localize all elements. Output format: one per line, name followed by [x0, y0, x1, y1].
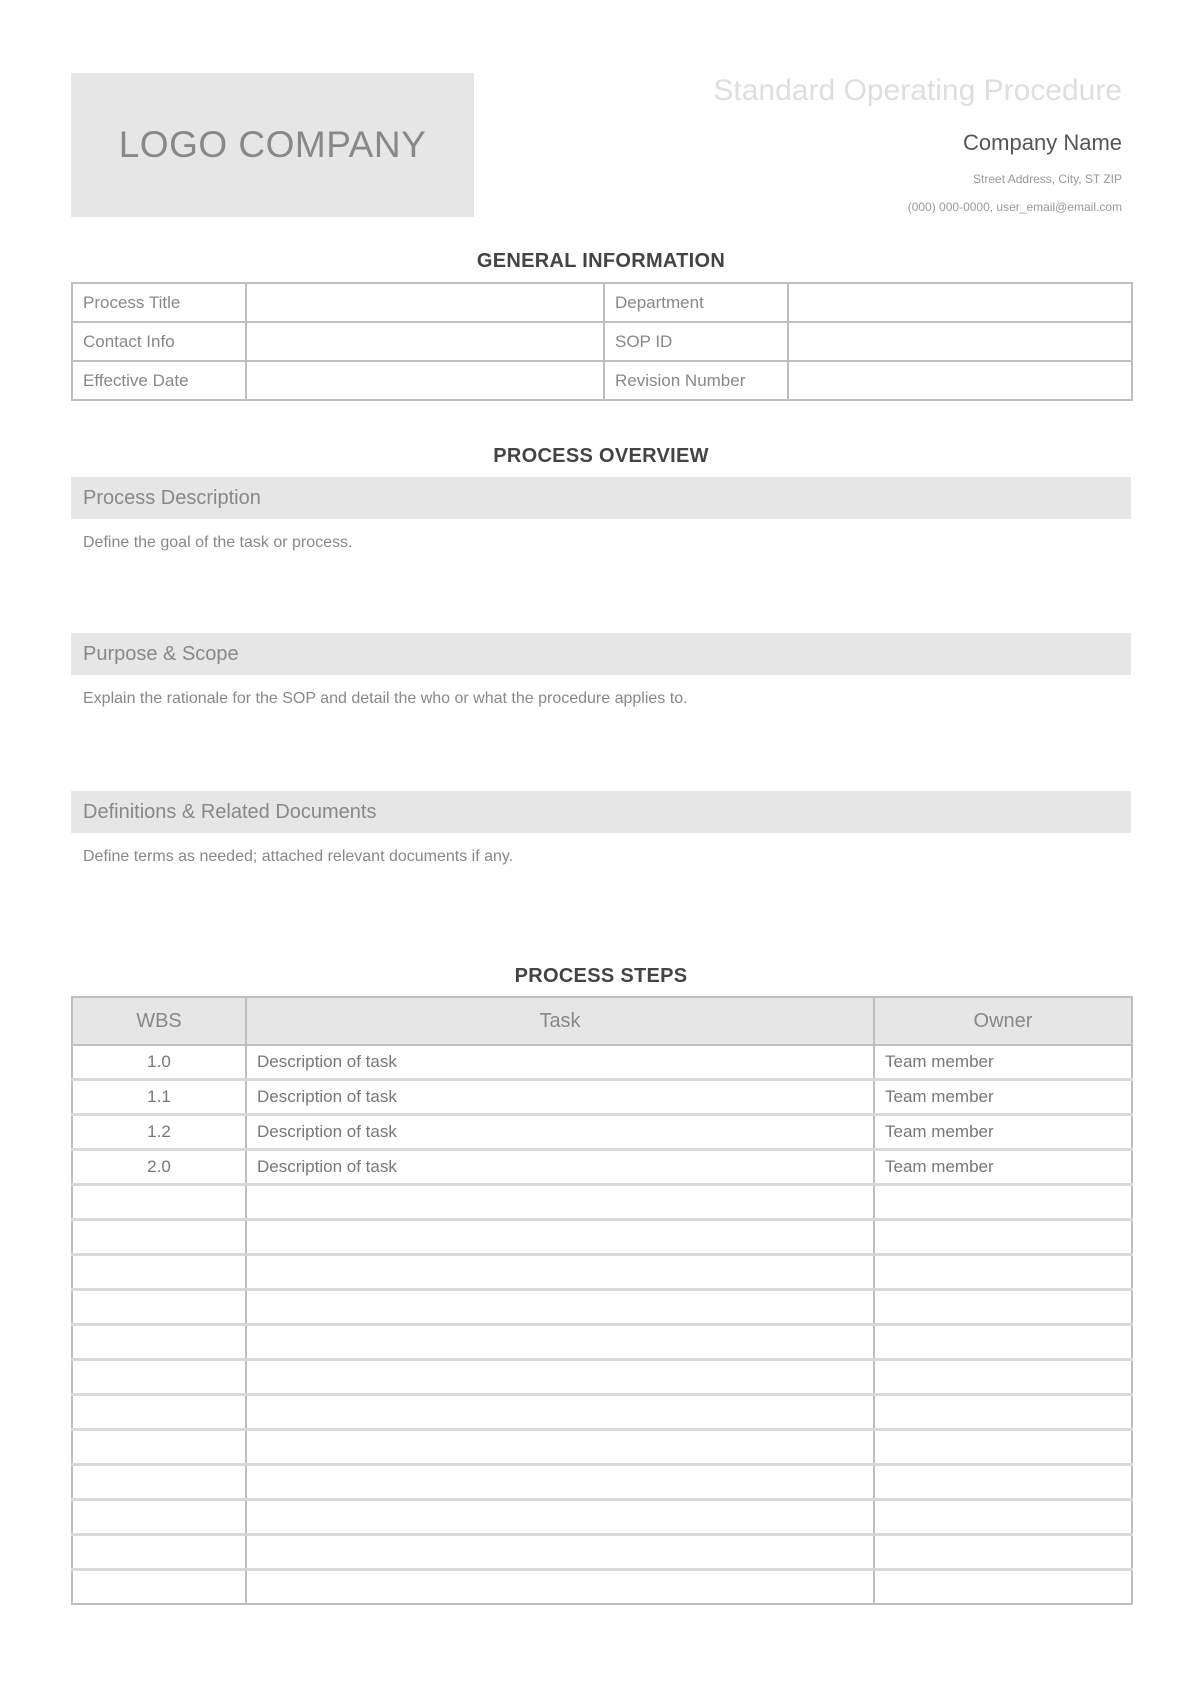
- wbs-cell[interactable]: 2.0: [72, 1150, 246, 1185]
- purpose-scope-text[interactable]: Explain the rationale for the SOP and detail the who or what the procedure applies to.: [83, 690, 688, 707]
- wbs-cell[interactable]: [72, 1500, 246, 1535]
- wbs-cell[interactable]: 1.2: [72, 1115, 246, 1150]
- owner-cell[interactable]: [874, 1500, 1132, 1535]
- owner-cell[interactable]: Team member: [874, 1045, 1132, 1080]
- owner-cell[interactable]: [874, 1395, 1132, 1430]
- owner-cell[interactable]: [874, 1325, 1132, 1360]
- company-contact: (000) 000-0000, user_email@email.com: [907, 200, 1122, 214]
- wbs-cell[interactable]: [72, 1570, 246, 1605]
- task-cell[interactable]: Description of task: [246, 1150, 874, 1185]
- wbs-cell[interactable]: [72, 1430, 246, 1465]
- task-cell[interactable]: [246, 1535, 874, 1570]
- info-value-field[interactable]: [788, 283, 1132, 322]
- table-row: [72, 1220, 1132, 1255]
- definitions-header: [71, 791, 1131, 833]
- column-header-wbs: WBS: [72, 997, 246, 1045]
- table-row: [72, 1290, 1132, 1325]
- table-row: [72, 1465, 1132, 1500]
- owner-cell[interactable]: [874, 1430, 1132, 1465]
- task-cell[interactable]: [246, 1430, 874, 1465]
- owner-cell[interactable]: [874, 1570, 1132, 1605]
- task-cell[interactable]: [246, 1325, 874, 1360]
- definitions-text[interactable]: Define terms as needed; attached relevant documents if any.: [83, 848, 514, 865]
- purpose-scope-header: [71, 633, 1131, 675]
- process-description-header: [71, 477, 1131, 519]
- company-address: Street Address, City, ST ZIP: [973, 172, 1122, 186]
- info-row: [72, 283, 1132, 322]
- info-value-field[interactable]: [788, 361, 1132, 400]
- wbs-cell[interactable]: [72, 1360, 246, 1395]
- info-label: Department: [604, 283, 788, 322]
- wbs-cell[interactable]: [72, 1535, 246, 1570]
- table-row: [72, 1325, 1132, 1360]
- table-row: [72, 1255, 1132, 1290]
- table-row: [72, 1150, 1132, 1185]
- owner-cell[interactable]: [874, 1535, 1132, 1570]
- owner-cell[interactable]: [874, 1360, 1132, 1395]
- info-label: Contact Info: [72, 322, 246, 361]
- info-label: Revision Number: [604, 361, 788, 400]
- table-row: [72, 1395, 1132, 1430]
- owner-cell[interactable]: [874, 1185, 1132, 1220]
- wbs-cell[interactable]: [72, 1325, 246, 1360]
- table-row: [72, 1045, 1132, 1080]
- task-cell[interactable]: Description of task: [246, 1045, 874, 1080]
- owner-cell[interactable]: [874, 1220, 1132, 1255]
- task-cell[interactable]: [246, 1500, 874, 1535]
- section-title: Definitions & Related Documents: [83, 800, 377, 823]
- column-header-task: Task: [246, 997, 874, 1045]
- table-row: [72, 1535, 1132, 1570]
- info-row: [72, 322, 1132, 361]
- task-cell[interactable]: [246, 1570, 874, 1605]
- info-label: Process Title: [72, 283, 246, 322]
- task-cell[interactable]: [246, 1290, 874, 1325]
- owner-cell[interactable]: [874, 1465, 1132, 1500]
- process-steps-heading: PROCESS STEPS: [514, 965, 688, 987]
- task-cell[interactable]: [246, 1395, 874, 1430]
- table-row: [72, 1080, 1132, 1115]
- document-title: Standard Operating Procedure: [713, 74, 1122, 107]
- process-steps-table: [71, 996, 1133, 1605]
- info-value-field[interactable]: [246, 283, 604, 322]
- general-information-table: [71, 282, 1133, 401]
- wbs-cell[interactable]: [72, 1255, 246, 1290]
- info-label: Effective Date: [72, 361, 246, 400]
- table-row: [72, 1185, 1132, 1220]
- wbs-cell[interactable]: [72, 1465, 246, 1500]
- info-row: [72, 361, 1132, 400]
- task-cell[interactable]: Description of task: [246, 1115, 874, 1150]
- wbs-cell[interactable]: [72, 1185, 246, 1220]
- info-label: SOP ID: [604, 322, 788, 361]
- task-cell[interactable]: [246, 1360, 874, 1395]
- wbs-cell[interactable]: [72, 1220, 246, 1255]
- table-row: [72, 1115, 1132, 1150]
- process-description-text[interactable]: Define the goal of the task or process.: [83, 534, 353, 551]
- section-title: Process Description: [83, 486, 261, 509]
- owner-cell[interactable]: [874, 1290, 1132, 1325]
- wbs-cell[interactable]: 1.1: [72, 1080, 246, 1115]
- wbs-cell[interactable]: 1.0: [72, 1045, 246, 1080]
- wbs-cell[interactable]: [72, 1395, 246, 1430]
- section-title: Purpose & Scope: [83, 642, 239, 665]
- task-cell[interactable]: [246, 1185, 874, 1220]
- owner-cell[interactable]: Team member: [874, 1080, 1132, 1115]
- table-row: [72, 1430, 1132, 1465]
- info-value-field[interactable]: [246, 361, 604, 400]
- info-value-field[interactable]: [246, 322, 604, 361]
- table-row: [72, 1360, 1132, 1395]
- column-header-owner: Owner: [874, 997, 1132, 1045]
- task-cell[interactable]: [246, 1255, 874, 1290]
- owner-cell[interactable]: Team member: [874, 1150, 1132, 1185]
- table-header-row: [72, 997, 1132, 1045]
- task-cell[interactable]: Description of task: [246, 1080, 874, 1115]
- owner-cell[interactable]: Team member: [874, 1115, 1132, 1150]
- info-value-field[interactable]: [788, 322, 1132, 361]
- owner-cell[interactable]: [874, 1255, 1132, 1290]
- task-cell[interactable]: [246, 1465, 874, 1500]
- table-row: [72, 1570, 1132, 1605]
- task-cell[interactable]: [246, 1220, 874, 1255]
- table-row: [72, 1500, 1132, 1535]
- wbs-cell[interactable]: [72, 1290, 246, 1325]
- company-logo: LOGO COMPANY: [71, 73, 474, 217]
- company-name: Company Name: [963, 130, 1122, 155]
- general-information-heading: GENERAL INFORMATION: [476, 250, 726, 272]
- process-overview-heading: PROCESS OVERVIEW: [493, 445, 709, 467]
